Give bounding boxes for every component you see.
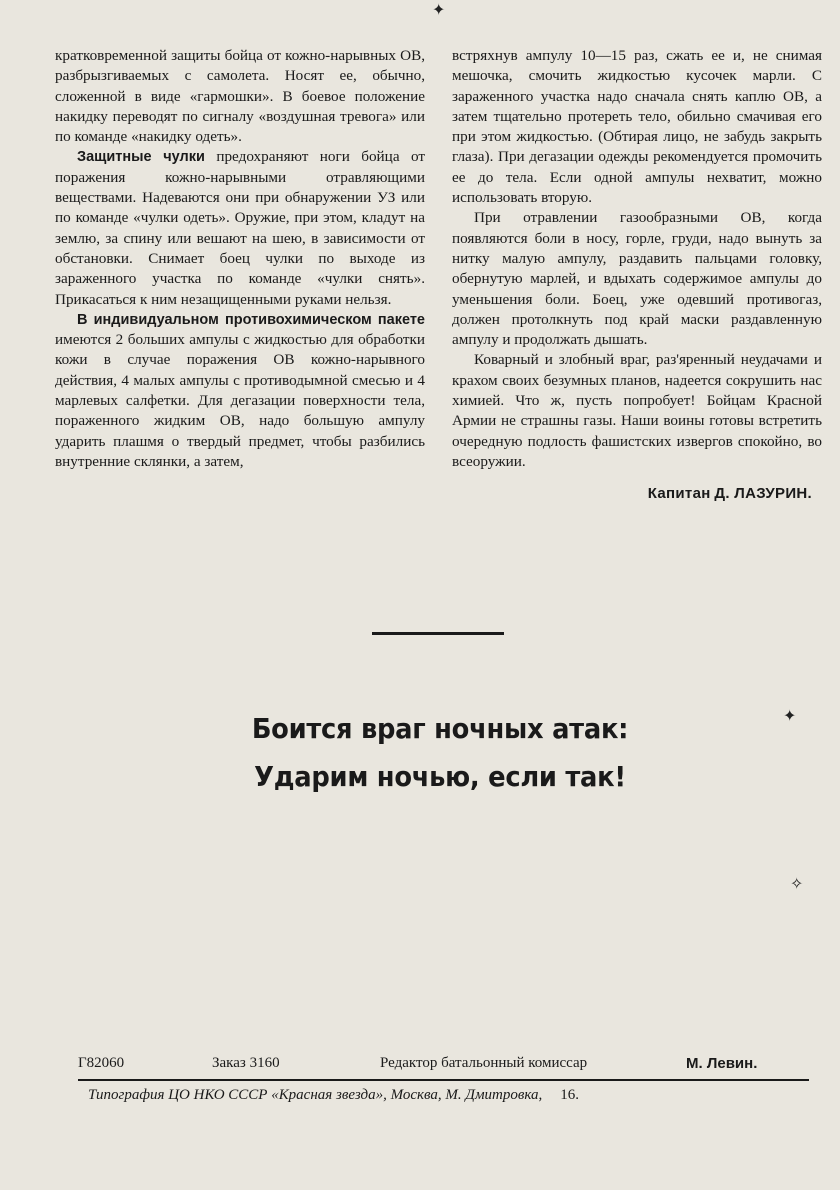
imprint-code: Г82060 — [78, 1055, 125, 1071]
slogan-line-1: Боится враг ночных атак: — [251, 712, 629, 745]
right-column — [452, 46, 822, 505]
paragraph-cape: кратковременной защиты бойца от кожно-нарывных ОВ, разбрызгиваемых с самолета. Носят ее, обычно, сложенной в виде «гармошки». В боевое положение накидку переводят по сигналу «воздушная тревога» или по команде «накидку одеть». — [55, 47, 425, 146]
print-blemish: ✦ — [432, 2, 446, 19]
imprint-editor-name: М. Левин. — [686, 1055, 758, 1072]
section-divider — [372, 632, 504, 635]
slogan-line-2: Ударим ночью, если так! — [254, 760, 626, 793]
slogan — [164, 705, 716, 801]
term-packet: В индивидуальном противохимическом пакете — [77, 311, 425, 328]
paragraph-packet — [55, 310, 425, 472]
author-name: Д. ЛАЗУРИН. — [714, 485, 812, 503]
imprint-line — [78, 1055, 808, 1079]
imprint-editor-label: Редактор батальонный комиссар — [380, 1055, 588, 1071]
text-stockings: предохраняют ноги бойца от поражения кожно-нарывными отравляющими веществами. Надеваются они при обнаружении УЗ или по команде «чулки одеть». Оружие, при этом, кладут на землю, за спину или вешают на шею, в зависимости от обстановки. Снимает боец чулки по выходе из зараженного участка по команде «чулки снять». Прикасаться к ним незащищенными руками нельзя. — [55, 148, 425, 308]
paragraph-gas-poisoning: При отравлении газообразными ОВ, когда появляются боли в носу, горле, груди, надо вынуть за нитку малую ампулу, раздавить пальцами головку, обернутую марлей, и вдыхать содержимое ампулы до уменьшения боли. Боец, уже одевший противогаз, должен протолкнуть под край маски раздавленную ампулу и продолжать дышать. — [452, 209, 822, 349]
print-blemish: ✦ — [783, 708, 797, 725]
printer-line — [88, 1087, 788, 1104]
imprint-rule — [78, 1079, 809, 1081]
term-stockings: Защитные чулки — [77, 149, 205, 166]
paragraph-enemy: Коварный и злобный враг, раз'яренный неудачами и крахом своих безумных планов, надеется сокрушить нас химией. Что ж, пусть попробует! Бойцам Красной Армии не страшны газы. Наши воины готовы встретить очередную подлость фашистских извергов спокойно, во всеоружии. — [452, 351, 822, 470]
printer-info: Типография ЦО НКО СССР «Красная звезда», Москва, М. Дмитровка, — [88, 1087, 543, 1103]
print-blemish: ✧ — [790, 876, 804, 893]
imprint-order: Заказ 3160 — [212, 1055, 280, 1071]
text-packet: имеются 2 больших ампулы с жидкостью для обработки кожи в случае поражения ОВ кожно-нарывного действия, 4 малых ампулы с противодымной смесью и 4 марлевых салфетки. Для дегазации поверхности тела, пораженного жидким ОВ, надо большую ампулу ударить плашмя о твердый предмет, чтобы разбились внутренние склянки, а затем, — [55, 331, 425, 470]
left-column — [55, 46, 425, 472]
paragraph-stockings — [55, 147, 425, 309]
paragraph-ampoule: встряхнув ампулу 10—15 раз, сжать ее и, не снимая мешочка, смочить жидкостью кусочек марли. С зараженного участка надо сначала снять каплю ОВ, а затем тщательно протереть тело, обильно смачивая его при этом жидкостью. (Обтирая лицо, не забудь закрыть глаза). При дегазации одежды рекомендуется промочить ее до тела. Если одной ампулы нехватит, можно использовать вторую. — [452, 47, 822, 207]
author-signature — [452, 484, 822, 504]
page-number: 16. — [560, 1087, 580, 1103]
author-rank: Капитан — [647, 485, 711, 503]
